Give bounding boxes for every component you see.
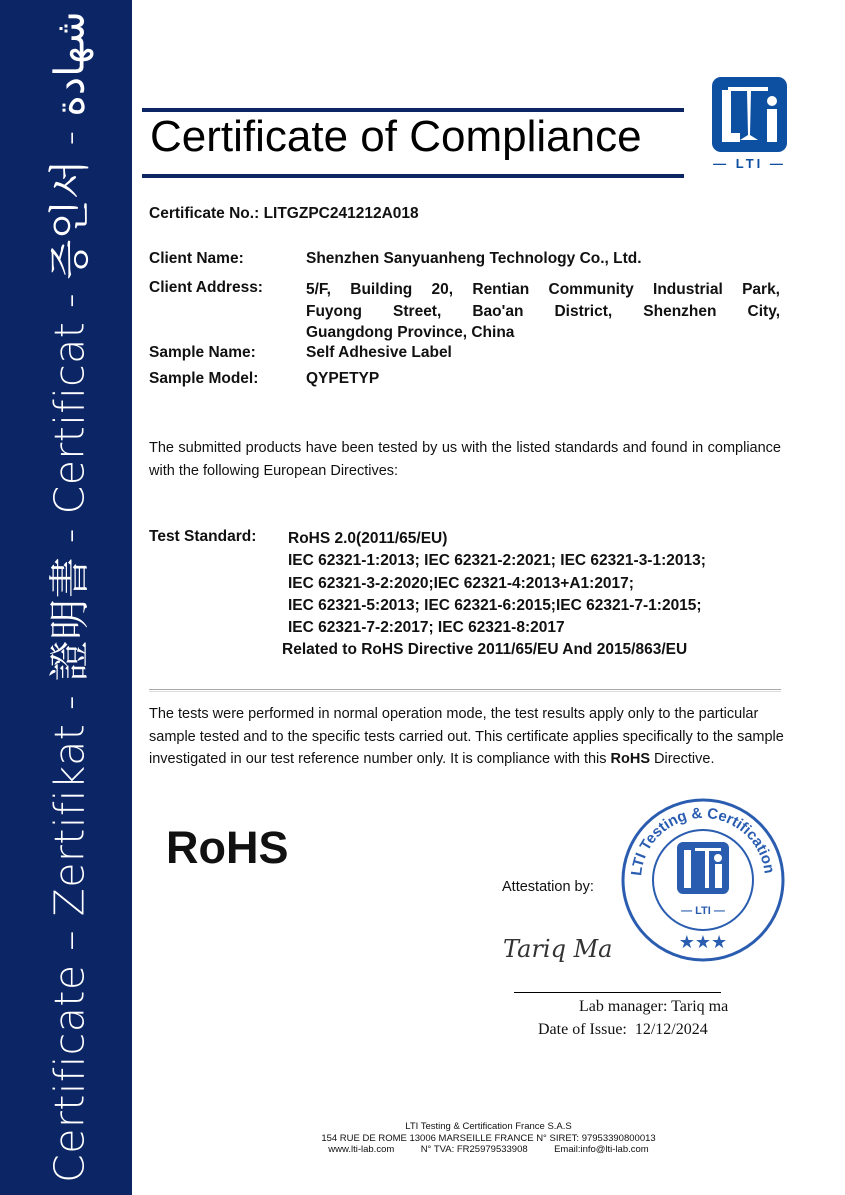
statement-rohs: RoHS — [610, 751, 651, 767]
client-name: Shenzhen Sanyuanheng Technology Co., Ltd. — [306, 250, 642, 267]
signature-line — [514, 992, 721, 993]
client-address-label: Client Address: — [149, 279, 263, 296]
footer-website[interactable]: www.lti-lab.com — [328, 1144, 395, 1155]
statement-end: Directive. — [650, 751, 715, 767]
standard-line: IEC 62321-7-2:2017; IEC 62321-8:2017 — [288, 619, 565, 637]
address-line: Guangdong Province, China — [306, 324, 515, 341]
footer-company: LTI Testing & Certification France S.A.S — [405, 1121, 572, 1132]
sample-model: QYPETYP — [306, 370, 380, 387]
rohs-mark: RoHS — [166, 822, 289, 873]
divider — [149, 689, 781, 692]
certification-stamp — [621, 798, 785, 962]
standard-line: RoHS 2.0(2011/65/EU) — [288, 530, 448, 547]
standard-line: IEC 62321-3-2:2020;IEC 62321-4:2013+A1:2017; — [288, 574, 634, 592]
lti-logo-icon — [712, 77, 787, 152]
test-standard-label: Test Standard: — [149, 528, 257, 545]
sample-model-label: Sample Model: — [149, 370, 259, 387]
svg-text:LTI Testing & Certification Fr: LTI Testing & Certification — [628, 804, 778, 877]
test-standard-list — [282, 528, 706, 662]
certificate-number-label: Certificate No.: — [149, 205, 260, 222]
footer-email[interactable]: Email:info@lti-lab.com — [554, 1144, 649, 1155]
standard-line: IEC 62321-5:2013; IEC 62321-6:2015;IEC 62321-7-1:2015; — [288, 596, 702, 614]
standard-line: IEC 62321-1:2013; IEC 62321-2:2021; IEC 62321-3-1:2013; — [288, 552, 706, 570]
sidebar-banner — [0, 0, 132, 1195]
sample-name-label: Sample Name: — [149, 344, 256, 361]
page-title: Certificate of Compliance — [150, 112, 642, 161]
lab-manager: Lab manager: Tariq ma — [579, 998, 729, 1015]
footer-address: 154 RUE DE ROME 13006 MARSEILLE FRANCE N° SIRET: 97953390800013 — [321, 1132, 656, 1144]
address-line: 5/F, Building 20, Rentian Community Industrial Park, — [306, 281, 780, 298]
certificate-number — [149, 205, 419, 223]
date-value: 12/12/2024 — [634, 1021, 708, 1038]
svg-text:★★★: ★★★ — [678, 932, 728, 952]
signature: Tariq Ma — [503, 935, 613, 963]
logo-caption: — LTI — — [713, 156, 786, 171]
address-line: Fuyong Street, Bao'an District, Shenzhen City, — [306, 302, 780, 320]
attestation-label: Attestation by: — [502, 879, 594, 895]
date-of-issue — [538, 1021, 708, 1039]
client-address — [306, 279, 780, 344]
statement-text — [149, 703, 799, 771]
logo-text: LTI — [735, 156, 764, 171]
footer-contact — [132, 1144, 845, 1156]
client-name-label: Client Name: — [149, 250, 244, 267]
sample-name: Self Adhesive Label — [306, 344, 452, 361]
related-directive: Related to RoHS Directive 2011/65/EU And 2015/863/EU — [282, 641, 688, 659]
footer-tva: N° TVA: FR25979533908 — [420, 1144, 528, 1155]
svg-text:— LTI —: — LTI — — [681, 905, 725, 917]
sidebar-multilingual-text: Certificate – Zertifikat - 證明書 - Certificat - 증인서 - شهادة — [45, 11, 94, 1183]
footer — [132, 1121, 845, 1156]
statement-body: The tests were performed in normal operation mode, the test results apply only to the particular sample tested and to the specific tests carried out. This certificate applies specifically to the sample investigated in our test reference number only. It is compliance with this — [149, 706, 784, 767]
date-label: Date of Issue: — [538, 1021, 627, 1038]
intro-text: The submitted products have been tested by us with the listed standards and found in compliance with the following European Directives: — [149, 440, 781, 479]
certificate-number-value: LITGZPC241212A018 — [263, 205, 419, 222]
